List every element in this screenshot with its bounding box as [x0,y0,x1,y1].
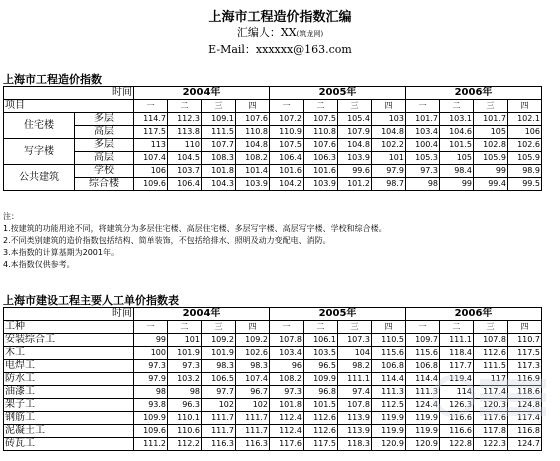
index-value: 107.2 [270,113,304,126]
index-value: 104.5 [168,152,202,165]
index-value: 112.6 [304,412,338,425]
index-value: 109.1 [202,113,236,126]
trade-label: 砖瓦工 [4,438,134,451]
index-value: 98.9 [508,165,542,178]
index-value: 99 [440,178,474,191]
index-value: 102.6 [236,347,270,360]
index-value: 110.6 [168,425,202,438]
index-value: 101.5 [304,399,338,412]
index-value: 98 [168,386,202,399]
index-value: 104 [338,347,372,360]
index-value: 112.2 [168,438,202,451]
trade-label: 钢筋工 [4,412,134,425]
quarter-header: 一 [134,321,168,334]
index-value: 93.8 [134,399,168,412]
year-header: 2005年 [270,87,406,100]
index-value: 107.5 [270,139,304,152]
index-value: 126.3 [440,399,474,412]
index-value: 109.2 [236,334,270,347]
quarter-header: 三 [474,321,508,334]
index-value: 96.8 [304,386,338,399]
quarter-header: 四 [372,321,406,334]
index-value: 119.4 [440,373,474,386]
index-value: 105.9 [508,152,542,165]
index-value: 101.6 [304,165,338,178]
notes-section [3,211,387,271]
index-value: 99 [474,165,508,178]
index-value: 101.9 [168,347,202,360]
index-value: 109.6 [134,425,168,438]
index-value: 103.5 [304,347,338,360]
index-value: 98 [134,386,168,399]
index-value: 113 [134,139,168,152]
compiler-value: XX [280,26,297,39]
index-value: 100.4 [406,139,440,152]
notes-heading: 注： [3,212,19,221]
index-value: 107.8 [474,334,508,347]
quarter-header: 一 [406,321,440,334]
index-value: 106.3 [304,152,338,165]
index-value: 97.3 [168,360,202,373]
compiler-note: (筑龙网) [296,30,324,38]
index-value: 107.7 [202,139,236,152]
index-value: 112.6 [474,347,508,360]
index-value: 96.5 [304,360,338,373]
index-value: 102.8 [474,139,508,152]
index-value: 104.2 [270,178,304,191]
index-value: 107.4 [236,373,270,386]
quarter-header: 四 [236,321,270,334]
index-value: 117.7 [440,360,474,373]
index-value: 120.9 [406,438,440,451]
index-value: 105 [440,152,474,165]
cost-index-title: 上海市工程造价指数 [3,73,102,86]
quarter-header: 四 [372,100,406,113]
index-value: 97.9 [372,165,406,178]
table-row [4,113,542,126]
index-value: 110 [168,139,202,152]
index-value: 101.7 [474,113,508,126]
year-header-row [4,308,542,321]
index-value: 106.4 [270,152,304,165]
index-value: 117.5 [508,347,542,360]
table-row [4,152,542,165]
index-value: 116.6 [440,425,474,438]
index-value: 102 [202,399,236,412]
index-value: 98 [406,178,440,191]
note-item: 3.本指数的计算基期为2001年。 [3,248,119,257]
document-title: 上海市工程造价指数汇编 [208,10,352,25]
index-value: 103.1 [440,113,474,126]
index-value: 116.3 [202,438,236,451]
quarter-header: 一 [406,100,440,113]
index-value: 107.6 [236,113,270,126]
index-value: 120.9 [372,438,406,451]
index-value: 111.7 [202,425,236,438]
index-value: 98.3 [202,360,236,373]
compiler-label: 汇编人： [236,26,281,39]
quarter-header: 二 [440,321,474,334]
quarter-header-row [4,100,542,113]
index-value: 107.5 [304,113,338,126]
year-header: 2006年 [406,308,542,321]
quarter-header: 三 [202,100,236,113]
trade-label: 安装综合工 [4,334,134,347]
index-value: 98.7 [372,178,406,191]
index-value: 118.3 [338,438,372,451]
index-value: 101.4 [236,165,270,178]
index-value: 109.2 [202,334,236,347]
group-label: 写字楼 [4,139,75,165]
index-value: 107.6 [304,139,338,152]
index-value: 112.3 [168,113,202,126]
note-item: 1.按建筑的功能用途不同，将建筑分为多层住宅楼、高层住宅楼、多层写字楼、高层写字楼、学校和综合楼。 [3,224,387,233]
quarter-header: 二 [168,321,202,334]
index-value: 113.9 [338,412,372,425]
index-value: 111.3 [372,386,406,399]
year-header: 2006年 [406,87,542,100]
table-row [4,178,542,191]
trade-label: 木工 [4,347,134,360]
index-value: 114 [440,386,474,399]
trade-label: 防水工 [4,373,134,386]
index-value: 114.4 [372,373,406,386]
subgroup-label: 高层 [75,126,134,139]
index-value: 116.9 [508,373,542,386]
index-value: 106.5 [202,373,236,386]
index-value: 97.3 [134,360,168,373]
index-value: 101 [168,334,202,347]
index-value: 103.4 [406,126,440,139]
index-value: 117.8 [474,425,508,438]
index-value: 110.9 [270,126,304,139]
labor-index-title: 上海市建设工程主要人工单价指数表 [3,294,179,307]
group-label: 住宅楼 [4,113,75,139]
index-value: 107.8 [270,334,304,347]
index-value: 111.3 [406,386,440,399]
index-value: 119.9 [406,425,440,438]
note-item: 2.不同类别建筑的造价指数包括结构、简单装饰，不包括给排水、照明及动力变配电、消防。 [3,236,331,245]
index-value: 101.9 [202,347,236,360]
quarter-header: 二 [168,100,202,113]
index-value: 104.8 [338,139,372,152]
index-value: 119.9 [372,412,406,425]
index-value: 98.2 [338,360,372,373]
index-value: 106.8 [406,360,440,373]
quarter-header: 一 [134,100,168,113]
index-value: 101 [372,152,406,165]
table-row [4,334,542,347]
index-value: 108.3 [202,152,236,165]
quarter-header: 四 [236,100,270,113]
trade-label: 泥凝土工 [4,425,134,438]
trade-label: 油漆工 [4,386,134,399]
index-value: 97.3 [270,386,304,399]
subgroup-label: 学校 [75,165,134,178]
index-value: 111.5 [474,360,508,373]
year-header-row [4,87,542,100]
index-value: 106 [508,126,542,139]
index-value: 105 [474,126,508,139]
index-value: 117.4 [474,386,508,399]
table-row [4,438,542,451]
index-value: 103.7 [168,165,202,178]
index-value: 105.4 [338,113,372,126]
index-value: 97.3 [406,165,440,178]
index-value: 102 [236,399,270,412]
subgroup-label: 多层 [75,113,134,126]
index-value: 104.8 [372,126,406,139]
index-value: 117.5 [134,126,168,139]
index-value: 111.7 [236,425,270,438]
quarter-header: 三 [338,321,372,334]
index-value: 110.5 [372,334,406,347]
note-item: 4.本指数仅供参考。 [3,260,75,269]
index-value: 107.3 [338,334,372,347]
quarter-header: 二 [304,100,338,113]
index-value: 101.5 [440,139,474,152]
quarter-header-row [4,321,542,334]
index-value: 110.7 [508,334,542,347]
index-value: 103.9 [338,152,372,165]
subgroup-label: 多层 [75,139,134,152]
index-value: 122.8 [440,438,474,451]
index-value: 117.6 [474,412,508,425]
index-value: 115.6 [372,347,406,360]
cost-index-table [3,86,542,191]
index-value: 117 [474,373,508,386]
watermark-logo-icon [432,365,552,427]
index-value: 97.9 [134,373,168,386]
index-value: 111.1 [440,334,474,347]
quarter-header: 二 [440,100,474,113]
time-label: 时间 [4,87,134,100]
index-value: 104.6 [440,126,474,139]
index-value: 110.8 [236,126,270,139]
index-value: 103.2 [168,373,202,386]
index-value: 124.7 [508,438,542,451]
index-value: 124.4 [406,399,440,412]
index-value: 111.5 [202,126,236,139]
quarter-header: 一 [270,321,304,334]
index-value: 116.8 [508,425,542,438]
index-value: 117.6 [270,438,304,451]
compiler-line [0,24,560,40]
index-value: 98.3 [236,360,270,373]
index-value: 116.3 [236,438,270,451]
index-value: 115.6 [406,347,440,360]
index-value: 111.2 [134,438,168,451]
index-value: 108.2 [270,373,304,386]
index-value: 96 [270,360,304,373]
index-value: 109.7 [406,334,440,347]
trade-label: 电焊工 [4,360,134,373]
group-label: 公共建筑 [4,165,75,191]
table-row [4,139,542,152]
trade-label: 架子工 [4,399,134,412]
table-row [4,165,542,178]
quarter-header: 三 [202,321,236,334]
index-value: 96.3 [168,399,202,412]
index-value: 117.5 [304,438,338,451]
index-value: 113.9 [338,425,372,438]
index-value: 114.4 [406,373,440,386]
index-value: 103 [372,113,406,126]
index-value: 101.8 [270,399,304,412]
index-value: 105.3 [406,152,440,165]
index-value: 106 [134,165,168,178]
index-value: 105.9 [474,152,508,165]
index-value: 99.6 [338,165,372,178]
year-header: 2004年 [134,87,270,100]
index-value: 97.7 [202,386,236,399]
quarter-header: 四 [508,100,542,113]
index-value: 103.4 [270,347,304,360]
index-value: 119.9 [406,412,440,425]
index-value: 117.4 [508,412,542,425]
index-value: 110.8 [304,126,338,139]
item-label: 项目 [4,100,134,113]
index-value: 124.8 [508,399,542,412]
index-value: 98.4 [440,165,474,178]
index-value: 120.3 [474,399,508,412]
index-value: 117.3 [508,360,542,373]
quarter-header: 一 [270,100,304,113]
index-value: 108.2 [236,152,270,165]
index-value: 112.5 [372,399,406,412]
index-value: 118.4 [440,347,474,360]
quarter-header: 四 [508,321,542,334]
index-value: 122.3 [474,438,508,451]
index-value: 109.6 [134,178,168,191]
index-value: 107.9 [338,126,372,139]
subgroup-label: 高层 [75,152,134,165]
index-value: 104.3 [202,178,236,191]
index-value: 110.1 [168,412,202,425]
table-row [4,347,542,360]
year-header: 2004年 [134,308,270,321]
index-value: 112.4 [270,425,304,438]
index-value: 106.8 [372,360,406,373]
index-value: 103.9 [236,178,270,191]
index-value: 100 [134,347,168,360]
time-label: 时间 [4,308,134,321]
index-value: 99.4 [474,178,508,191]
index-value: 101.8 [202,165,236,178]
index-value: 101.6 [270,165,304,178]
index-value: 99 [134,334,168,347]
index-value: 106.1 [304,334,338,347]
index-value: 111.1 [338,373,372,386]
index-value: 104.8 [236,139,270,152]
quarter-header: 三 [474,100,508,113]
index-value: 111.7 [236,412,270,425]
index-value: 112.4 [270,412,304,425]
index-value: 107.4 [134,152,168,165]
index-value: 103.9 [304,178,338,191]
year-header: 2005年 [270,308,406,321]
quarter-header: 二 [304,321,338,334]
item-label: 工种 [4,321,134,334]
table-row [4,126,542,139]
index-value: 109.9 [134,412,168,425]
index-value: 107.8 [338,399,372,412]
index-value: 113.8 [168,126,202,139]
index-value: 101.7 [406,113,440,126]
index-value: 112.6 [304,425,338,438]
index-value: 109.9 [304,373,338,386]
index-value: 96.7 [236,386,270,399]
index-value: 118.6 [508,386,542,399]
index-value: 102.6 [508,139,542,152]
index-value: 119.9 [372,425,406,438]
index-value: 101.2 [338,178,372,191]
index-value: 111.7 [202,412,236,425]
index-value: 102.1 [508,113,542,126]
index-value: 99.5 [508,178,542,191]
index-value: 106.4 [168,178,202,191]
index-value: 102.2 [372,139,406,152]
quarter-header: 三 [338,100,372,113]
index-value: 116.6 [440,412,474,425]
subgroup-label: 综合楼 [75,178,134,191]
email-line: E-Mail：xxxxxx@163.com [208,43,352,56]
index-value: 97.4 [338,386,372,399]
index-value: 114.7 [134,113,168,126]
